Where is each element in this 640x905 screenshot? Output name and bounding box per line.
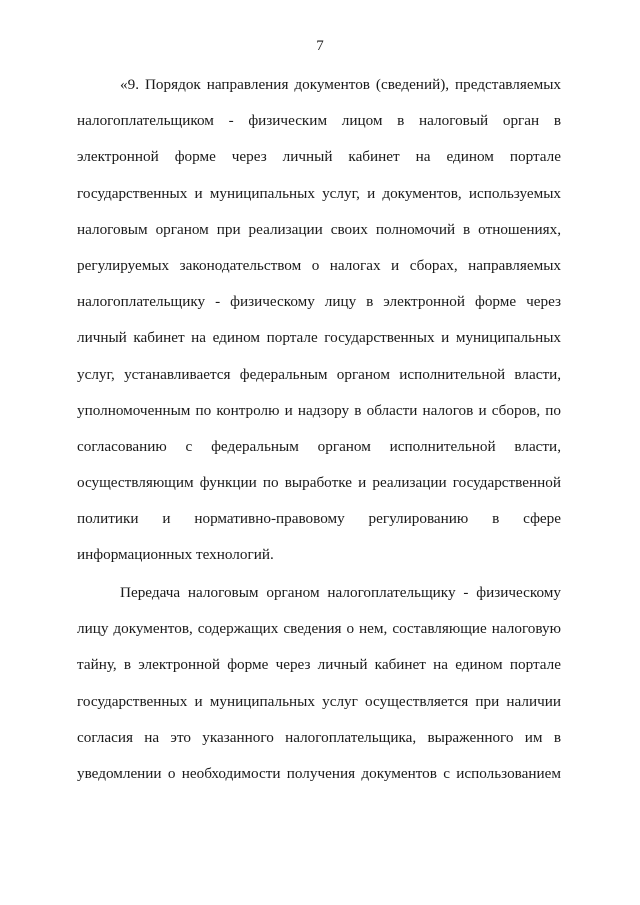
text-line: информационных технологий.: [77, 546, 274, 564]
page-number: 7: [316, 38, 324, 54]
text-line: уведомлении о необходимости получения документов с использованием: [77, 764, 561, 782]
text-line: лицу документов, содержащих сведения о нем, составляющие налоговую: [77, 620, 561, 638]
text-line: государственных и муниципальных услуг, и документов, используемых: [77, 184, 561, 202]
text-line: личный кабинет на едином портале государственных и муниципальных: [77, 329, 561, 347]
text-line: услуг, устанавливается федеральным органом исполнительной власти,: [77, 365, 561, 383]
text-line: согласия на это указанного налогоплательщика, выраженного им в: [77, 728, 561, 746]
text-line: тайну, в электронной форме через личный кабинет на едином портале: [77, 656, 561, 674]
text-line: согласованию с федеральным органом исполнительной власти,: [77, 437, 561, 455]
paragraph-transfer: [77, 575, 561, 792]
text-line: Передача налоговым органом налогоплательщику - физическому: [120, 584, 561, 601]
text-line: регулируемых законодательством о налогах и сборах, направляемых: [77, 256, 561, 274]
text-line: налоговым органом при реализации своих полномочий в отношениях,: [77, 220, 561, 238]
paragraph-procedure: [77, 67, 561, 574]
text-line: политики и нормативно-правовому регулированию в сфере: [77, 510, 561, 528]
text-line: налогоплательщиком - физическим лицом в налоговый орган в: [77, 112, 561, 130]
text-line: «9. Порядок направления документов (сведений), представляемых: [120, 76, 561, 93]
text-line: электронной форме через личный кабинет на едином портале: [77, 148, 561, 166]
text-line: государственных и муниципальных услуг осуществляется при наличии: [77, 692, 561, 710]
text-line: уполномоченным по контролю и надзору в области налогов и сборов, по: [77, 401, 561, 419]
text-line: осуществляющим функции по выработке и реализации государственной: [77, 474, 561, 492]
text-line: налогоплательщику - физическому лицу в электронной форме через: [77, 293, 561, 311]
